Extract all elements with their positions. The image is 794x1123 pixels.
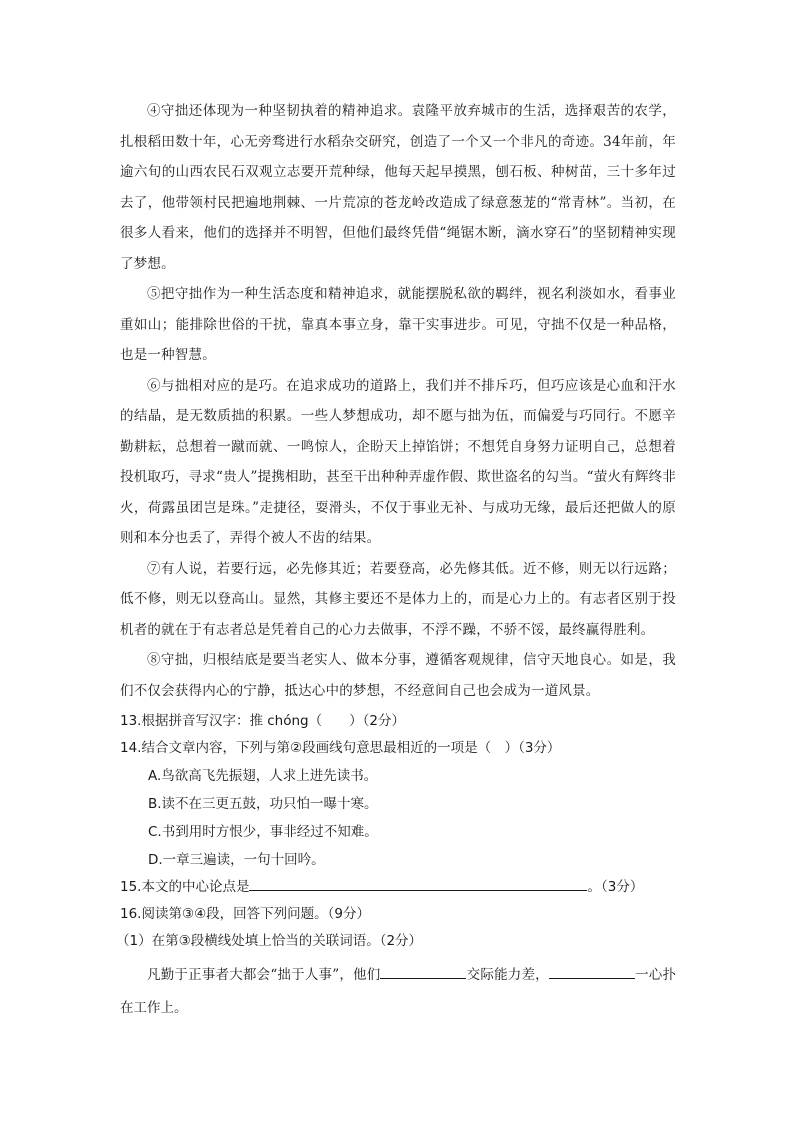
- question-16-stem: 16.阅读第③④段，回答下列问题。（9分）: [120, 906, 371, 922]
- paragraph-7: ⑦有人说，若要行远，必先修其近；若要登高，必先修其低。近不修，则无以行远路；低不修，则无以登高山。显然，其修主要还不是体力上的，而是心力上的。有志者区别于投机者的就在于有志者总是凭着自己的心力去做事，不浮不躁，不骄不馁，最终赢得胜利。: [120, 560, 676, 638]
- question-13: 13.根据拼音写汉字：推 chóng（ ）（2分）: [120, 713, 405, 729]
- question-16-fill-sentence: [120, 959, 676, 1025]
- paragraph-8: ⑧守拙，归根结底是要当老实人、做本分事，遵循客观规律，信守天地良心。如是，我们不仅会获得内心的宁静，抵达心中的梦想，不经意间自己也会成为一道风景。: [120, 652, 676, 699]
- fill-sentence-part-2: 交际能力差，: [466, 967, 549, 983]
- question-15-prefix: 15.本文的中心论点是: [120, 879, 250, 895]
- question-15: [120, 874, 676, 901]
- question-14-option-a: A.鸟欲高飞先振翅，人求上进先读书。: [148, 768, 378, 784]
- answer-blank-15[interactable]: [249, 876, 587, 891]
- paragraph-6: ⑥与拙相对应的是巧。在追求成功的道路上，我们并不排斥巧，但巧应该是心血和汗水的结晶，是无数质拙的积累。一些人梦想成功，却不愿与拙为伍，而偏爱与巧同行。不愿辛勤耕耘，总想着一蹴而就、一鸣惊人，企盼天上掉馅饼；不想凭自身努力证明自己，总想着投机取巧，寻求“贵人”提携相助，甚至干出种种弄虚作假、欺世盗名的勾当。“萤火有辉终非火，荷露虽团岂是珠。”走捷径，耍滑头，不仅于事业无补、与成功无缘，最后还把做人的原则和本分也丢了，弄得个被人不齿的结果。: [120, 377, 676, 546]
- answer-blank-16-2[interactable]: [549, 965, 635, 979]
- question-15-suffix: 。（3分）: [587, 879, 644, 895]
- question-14-option-b: B.读不在三更五鼓，功只怕一曝十寒。: [148, 796, 378, 812]
- paragraph-4: ④守拙还体现为一种坚韧执着的精神追求。袁隆平放弃城市的生活，选择艰苦的农学，扎根稻田数十年，心无旁骛进行水稻杂交研究，创造了一个又一个非凡的奇迹。34年前，年逾六旬的山西农民石双观立志要开荒种绿，他每天起早摸黑，刨石板、种树苗，三十多年过去了，他带领村民把遍地荆棘、一片荒凉的苍龙岭改造成了绿意葱茏的“常青林”。当初，在很多人看来，他们的选择并不明智，但他们最终凭借“绳锯木断，滴水穿石”的坚韧精神实现了梦想。: [120, 103, 676, 272]
- paragraph-5: ⑤把守拙作为一种生活态度和精神追求，就能摆脱私欲的羁绊，视名利淡如水，看事业重如山；能排除世俗的干扰，靠真本事立身，靠干实事进步。可见，守拙不仅是一种品格，也是一种智慧。: [120, 286, 676, 363]
- document-page: [116, 96, 676, 1025]
- question-14-option-c: C.书到用时方恨少，事非经过不知难。: [148, 824, 378, 840]
- fill-sentence-part-1: 凡勤于正事者大都会“拙于人事”，他们: [147, 967, 381, 983]
- fill-sentence-part-3: 一心扑在工作上。: [120, 967, 676, 1016]
- answer-blank-16-1[interactable]: [380, 965, 466, 979]
- question-14-stem: 14.结合文章内容，下列与第②段画线句意思最相近的一项是（ ）（3分）: [120, 740, 561, 756]
- question-14-option-d: D.一章三遍读，一句十回吟。: [148, 852, 325, 868]
- question-16-sub-1: （1）在第③段横线处填上恰当的关联词语。（2分）: [116, 933, 423, 949]
